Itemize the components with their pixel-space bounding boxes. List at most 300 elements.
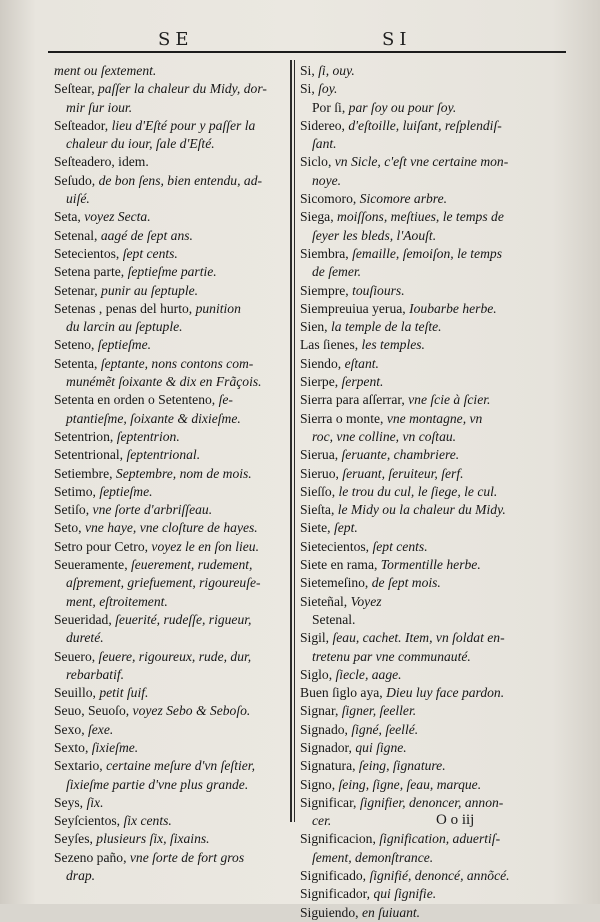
headword: Seto,	[54, 520, 85, 536]
translation: eſtant.	[344, 355, 379, 371]
translation: ſeing, ſigne, ſeau, marque.	[338, 776, 482, 792]
dictionary-entry	[300, 318, 568, 336]
translation: ſeing, ſignature.	[358, 758, 446, 774]
dictionary-entry	[54, 245, 286, 263]
entry-line	[300, 885, 568, 903]
entry-line	[300, 465, 568, 483]
headword: Significador,	[300, 886, 374, 902]
translation: ſignifié, denoncé, annõcé.	[369, 868, 510, 884]
translation: lieu d'Eſté pour y paſſer la	[111, 117, 256, 133]
dictionary-entry	[54, 684, 286, 702]
translation: ſeptieſme partie.	[127, 264, 217, 280]
headword: Sieruo,	[300, 465, 343, 481]
translation: vne montagne, vn	[386, 410, 483, 426]
headword: Sigil,	[300, 630, 333, 646]
translation: noye.	[312, 172, 342, 188]
headword: Setenal.	[312, 611, 356, 627]
headword: Setentrion,	[54, 428, 117, 444]
dictionary-entry	[54, 757, 286, 794]
headword: Siempreuiua yerua,	[300, 300, 410, 316]
dictionary-entry	[300, 483, 568, 501]
column-divider-inner	[294, 60, 295, 822]
headword: Sieſta,	[300, 502, 338, 518]
entry-continuation-line	[300, 611, 568, 629]
translation: en ſuiuant.	[361, 904, 421, 920]
headword: Sierpe,	[300, 374, 342, 390]
running-head-right: SI	[382, 29, 412, 50]
headword: Setenas , penas del hurto,	[54, 300, 196, 316]
entry-line	[54, 465, 286, 483]
translation: ſerpent.	[341, 374, 384, 390]
dictionary-entry	[300, 153, 568, 190]
left-column	[54, 62, 286, 885]
headword: Sicomoro,	[300, 191, 360, 207]
translation: Ioubarbe herbe.	[409, 300, 497, 316]
dictionary-entry	[54, 648, 286, 685]
dictionary-entry	[300, 538, 568, 556]
dictionary-entry	[54, 208, 286, 226]
translation: voyez le en ſon lieu.	[151, 538, 259, 554]
dictionary-entry	[54, 465, 286, 483]
translation: roc, vne colline, vn coſtau.	[312, 428, 457, 444]
dictionary-entry	[54, 556, 286, 611]
translation: Septembre, nom de mois.	[115, 465, 252, 481]
translation: ſept.	[333, 520, 358, 536]
dictionary-entry	[300, 245, 568, 282]
translation: munémẽt ſoixante & dix en Frãçois.	[66, 374, 262, 390]
entry-line	[54, 812, 286, 830]
headword: Siendo,	[300, 355, 345, 371]
headword: Setiſo,	[54, 502, 93, 518]
entry-line	[300, 757, 568, 775]
entry-line	[54, 282, 286, 300]
dictionary-entry	[300, 830, 568, 867]
dictionary-entry	[54, 849, 286, 886]
dictionary-entry	[300, 721, 568, 739]
entry-line	[300, 300, 568, 318]
entry-line	[300, 373, 568, 391]
entry-line	[300, 501, 568, 519]
signature-mark: O o iij	[436, 812, 475, 828]
entry-line	[54, 355, 286, 373]
headword: Setena parte,	[54, 264, 128, 280]
translation: ſix.	[86, 794, 104, 810]
entry-continuation-line	[300, 99, 568, 117]
headword: Seueramente,	[54, 557, 131, 573]
headword: Setro pour Cetro,	[54, 538, 152, 554]
dictionary-entry	[54, 227, 286, 245]
headword: Setenta en orden o Setenteno,	[54, 392, 219, 408]
entry-continuation-line	[54, 410, 286, 428]
translation: ſeruant, ſeruiteur, ſerf.	[342, 465, 464, 481]
translation: mir ſur iour.	[66, 99, 133, 115]
dictionary-entry	[54, 501, 286, 519]
translation: ſignification, aduertiſ-	[379, 831, 501, 847]
translation: certaine meſure d'vn ſeſtier,	[106, 758, 255, 774]
headword: Setecientos,	[54, 245, 123, 261]
translation: ſeptieſme.	[99, 483, 153, 499]
headword: Sierra para aſſerrar,	[300, 392, 409, 408]
entry-line	[54, 721, 286, 739]
dictionary-entry	[300, 684, 568, 702]
dictionary-entry	[54, 391, 286, 428]
headword: Las ſienes,	[300, 337, 362, 353]
running-head-left: SE	[158, 29, 194, 50]
headword: Siguiendo,	[300, 904, 362, 920]
entry-line	[300, 336, 568, 354]
translation: ſeptieſme.	[97, 337, 152, 353]
headword: Sexto,	[54, 739, 92, 755]
headword: Seſtear,	[54, 81, 98, 97]
translation: ſixieſme partie d'vne plus grande.	[66, 776, 249, 792]
translation: punir au ſeptuple.	[101, 282, 199, 298]
dictionary-entry	[54, 830, 286, 848]
translation: vn Sicle, c'eſt vne certaine mon-	[334, 154, 509, 170]
dictionary-entry	[300, 355, 568, 373]
entry-line	[54, 208, 286, 226]
headword: Seuillo,	[54, 685, 100, 701]
translation: ſement, demonſtrance.	[312, 849, 434, 865]
dictionary-entry	[54, 80, 286, 117]
headword: Sierra o monte,	[300, 410, 387, 426]
headword: Sezeno paño,	[54, 849, 130, 865]
translation: vne ſcie à ſcier.	[408, 392, 491, 408]
headword: Siembra,	[300, 245, 353, 261]
headword: Sierua,	[300, 447, 342, 463]
headword: Seys,	[54, 794, 87, 810]
translation: vne ſorte d'arbriſſeau.	[92, 502, 213, 518]
entry-line	[54, 62, 286, 80]
headword: Si,	[300, 81, 319, 97]
right-column	[300, 62, 568, 922]
headword: Siglo,	[300, 666, 336, 682]
translation: chaleur du iour, ſale d'Eſté.	[66, 136, 215, 152]
dictionary-entry	[54, 153, 286, 171]
translation: d'eſtoille, luiſant, reſplendiſ-	[348, 117, 502, 133]
dictionary-entry	[300, 776, 568, 794]
translation: Dieu luy face pardon.	[386, 685, 505, 701]
dictionary-entry	[54, 812, 286, 830]
headword: Siete en rama,	[300, 557, 381, 573]
headword: Seyſcientos,	[54, 813, 124, 829]
dictionary-entry	[300, 867, 568, 885]
translation: Tormentille herbe.	[380, 557, 481, 573]
entry-continuation-line	[54, 318, 286, 336]
entry-line	[300, 830, 568, 848]
dictionary-entry	[300, 80, 568, 117]
dictionary-entry	[54, 794, 286, 812]
entry-line	[54, 263, 286, 281]
dictionary-entry	[300, 666, 568, 684]
headword: Signo,	[300, 776, 339, 792]
headword: Setentrional,	[54, 447, 127, 463]
entry-line	[54, 446, 286, 464]
dictionary-entry	[300, 702, 568, 720]
entry-continuation-line	[300, 172, 568, 190]
entry-line	[54, 757, 286, 775]
headword: Signado,	[300, 721, 352, 737]
headword: Seuo, Seuoſo,	[54, 703, 133, 719]
dictionary-entry	[300, 904, 568, 922]
entry-continuation-line	[54, 776, 286, 794]
translation: ſeuerement, rudement,	[131, 557, 253, 573]
dictionary-entry	[300, 574, 568, 592]
headword: Seta,	[54, 209, 85, 225]
translation: ſeau, cachet. Item, vn ſoldat en-	[332, 630, 505, 646]
dictionary-entry	[54, 282, 286, 300]
translation: punition	[195, 300, 241, 316]
dictionary-entry	[300, 757, 568, 775]
translation: ſix cents.	[123, 813, 172, 829]
translation: ſeruante, chambriere.	[341, 447, 460, 463]
headword: Siega,	[300, 209, 337, 225]
entry-line	[300, 80, 568, 98]
dictionary-entry	[300, 794, 568, 831]
dictionary-entry	[300, 336, 568, 354]
entry-continuation-line	[54, 593, 286, 611]
headword: Significado,	[300, 868, 370, 884]
translation: ſeptentrion.	[116, 428, 180, 444]
entry-line	[300, 153, 568, 171]
entry-line	[300, 556, 568, 574]
entry-continuation-line	[300, 428, 568, 446]
dictionary-entry	[300, 282, 568, 300]
entry-line	[54, 300, 286, 318]
translation: Voyez	[350, 593, 382, 609]
dictionary-entry	[300, 410, 568, 447]
entry-line	[300, 739, 568, 757]
translation: ſigné, ſeellé.	[351, 721, 419, 737]
translation: ſe-	[218, 392, 233, 408]
translation: le Midy ou la chaleur du Midy.	[337, 502, 506, 518]
dictionary-entry	[300, 208, 568, 245]
entry-line	[54, 611, 286, 629]
entry-line	[54, 702, 286, 720]
entry-line	[300, 410, 568, 428]
headword: Buen ſiglo aya,	[300, 685, 387, 701]
headword: Sien,	[300, 319, 331, 335]
entry-line	[54, 556, 286, 574]
entry-line	[54, 538, 286, 556]
translation: ptantieſme, ſoixante & dixieſme.	[66, 410, 241, 426]
entry-line	[300, 208, 568, 226]
headword: Setenar,	[54, 282, 102, 298]
headword: Siete,	[300, 520, 334, 536]
headword: Significacion,	[300, 831, 380, 847]
entry-continuation-line	[54, 574, 286, 592]
translation: ſeptante, nons contons com-	[100, 355, 254, 371]
entry-line	[300, 794, 568, 812]
dictionary-entry	[300, 629, 568, 666]
translation: cer.	[312, 813, 332, 829]
entry-line	[54, 80, 286, 98]
dictionary-entry	[54, 721, 286, 739]
entry-line	[300, 702, 568, 720]
headword: Setenal,	[54, 227, 101, 243]
entry-line	[300, 684, 568, 702]
entry-line	[300, 867, 568, 885]
translation: le trou du cul, le ſiege, le cul.	[338, 483, 498, 499]
headword: Siempre,	[300, 282, 353, 298]
dictionary-entry	[300, 465, 568, 483]
headword: Sieteñal,	[300, 593, 351, 609]
translation: de ſemer.	[312, 264, 362, 280]
translation: ſixieſme.	[91, 739, 139, 755]
entry-line	[54, 849, 286, 867]
translation: Sicomore arbre.	[359, 191, 448, 207]
entry-line	[300, 355, 568, 373]
entry-line	[300, 245, 568, 263]
entry-continuation-line	[300, 648, 568, 666]
dictionary-entry	[54, 355, 286, 392]
dictionary-entry	[300, 446, 568, 464]
entry-continuation-line	[54, 629, 286, 647]
entry-line	[300, 904, 568, 922]
dictionary-entry	[300, 373, 568, 391]
translation: ſignifier, denoncer, annon-	[359, 794, 504, 810]
entry-line	[300, 574, 568, 592]
dictionary-entry	[54, 519, 286, 537]
dictionary-entry	[54, 62, 286, 80]
entry-line	[54, 245, 286, 263]
entry-continuation-line	[54, 190, 286, 208]
dictionary-entry	[300, 593, 568, 630]
headword: Significar,	[300, 794, 360, 810]
translation: la temple de la teſte.	[330, 319, 442, 335]
translation: ſant.	[312, 136, 337, 152]
translation: ſept cents.	[372, 538, 428, 554]
translation: ment, eſtroitement.	[66, 593, 168, 609]
entry-line	[54, 483, 286, 501]
entry-line	[300, 538, 568, 556]
headword: Signatura,	[300, 758, 359, 774]
translation: plusieurs ſix, ſixains.	[96, 831, 210, 847]
translation: moiſſons, meſtiues, le temps de	[337, 209, 504, 225]
headword: Setenta,	[54, 355, 101, 371]
translation: qui ſignifie.	[373, 886, 437, 902]
entry-continuation-line	[300, 812, 568, 830]
dictionary-entry	[300, 519, 568, 537]
dictionary-entry	[54, 611, 286, 648]
entry-line	[54, 391, 286, 409]
entry-line	[300, 666, 568, 684]
headword: Signador,	[300, 739, 356, 755]
dictionary-entry	[54, 483, 286, 501]
translation: les temples.	[361, 337, 425, 353]
entry-line	[300, 776, 568, 794]
entry-continuation-line	[300, 135, 568, 153]
entry-line	[300, 190, 568, 208]
dictionary-entry	[54, 428, 286, 446]
translation: uiſé.	[66, 191, 90, 207]
headword: Signar,	[300, 703, 342, 719]
entry-line	[54, 117, 286, 135]
entry-line	[54, 648, 286, 666]
entry-line	[300, 446, 568, 464]
translation: vne ſorte de fort gros	[129, 849, 245, 865]
entry-line	[54, 739, 286, 757]
translation: ſeuerité, rudeſſe, rigueur,	[115, 611, 252, 627]
entry-line	[300, 117, 568, 135]
dictionary-entry	[300, 501, 568, 519]
entry-line	[300, 318, 568, 336]
translation: rebarbatif.	[66, 666, 125, 682]
dictionary-entry	[54, 172, 286, 209]
translation: paſſer la chaleur du Midy, dor-	[98, 81, 267, 97]
headword: Seueridad,	[54, 611, 116, 627]
entry-line	[300, 62, 568, 80]
translation: voyez Secta.	[84, 209, 151, 225]
dictionary-entry	[300, 556, 568, 574]
entry-line	[54, 428, 286, 446]
dictionary-entry	[54, 300, 286, 337]
entry-continuation-line	[300, 227, 568, 245]
dictionary-entry	[54, 263, 286, 281]
headword: Sexo,	[54, 721, 88, 737]
headword: Seteno,	[54, 337, 98, 353]
dictionary-entry	[300, 190, 568, 208]
column-divider	[290, 60, 292, 822]
headword: Seſteadero, idem.	[54, 154, 149, 170]
entry-line	[54, 684, 286, 702]
dictionary-entry	[300, 739, 568, 757]
translation: de ſept mois.	[371, 575, 441, 591]
headword: Seuero,	[54, 648, 99, 664]
headword: Setimo,	[54, 483, 100, 499]
headword: Seſudo,	[54, 172, 99, 188]
translation: petit ſuif.	[99, 685, 149, 701]
headword: Sietemeſino,	[300, 575, 372, 591]
translation: drap.	[66, 868, 96, 884]
dictionary-entry	[300, 117, 568, 154]
translation: tretenu par vne communauté.	[312, 648, 471, 664]
entry-line	[54, 501, 286, 519]
translation: dureté.	[66, 630, 104, 646]
dictionary-entry	[300, 62, 568, 80]
headword: Setiembre,	[54, 465, 116, 481]
entry-line	[300, 282, 568, 300]
translation: par ſoy ou pour ſoy.	[348, 99, 457, 115]
translation: ſept cents.	[122, 245, 178, 261]
translation: ſexe.	[87, 721, 114, 737]
entry-line	[300, 629, 568, 647]
entry-line	[300, 519, 568, 537]
headword: Sieſſo,	[300, 483, 339, 499]
dictionary-entry	[54, 117, 286, 154]
translation: de bon ſens, bien entendu, ad-	[98, 172, 263, 188]
entry-continuation-line	[54, 99, 286, 117]
translation: ſiecle, aage.	[335, 666, 402, 682]
dictionary-entry	[54, 702, 286, 720]
translation: ment ou ſextement.	[54, 63, 157, 78]
headword: Seyſes,	[54, 831, 97, 847]
translation: aagé de ſept ans.	[100, 227, 193, 243]
headword: Por ſi,	[312, 99, 349, 115]
translation: ſeptentrional.	[126, 447, 201, 463]
entry-line	[54, 336, 286, 354]
entry-line	[54, 227, 286, 245]
headword: Sextario,	[54, 758, 107, 774]
entry-line	[54, 172, 286, 190]
entry-continuation-line	[54, 373, 286, 391]
translation: ſeyer les bleds, l'Aouſt.	[312, 227, 437, 243]
entry-line	[54, 830, 286, 848]
headword: Sidereo,	[300, 117, 349, 133]
dictionary-entry	[300, 391, 568, 409]
translation: vne haye, vne cloſture de hayes.	[84, 520, 258, 536]
entry-continuation-line	[54, 666, 286, 684]
entry-line	[300, 593, 568, 611]
